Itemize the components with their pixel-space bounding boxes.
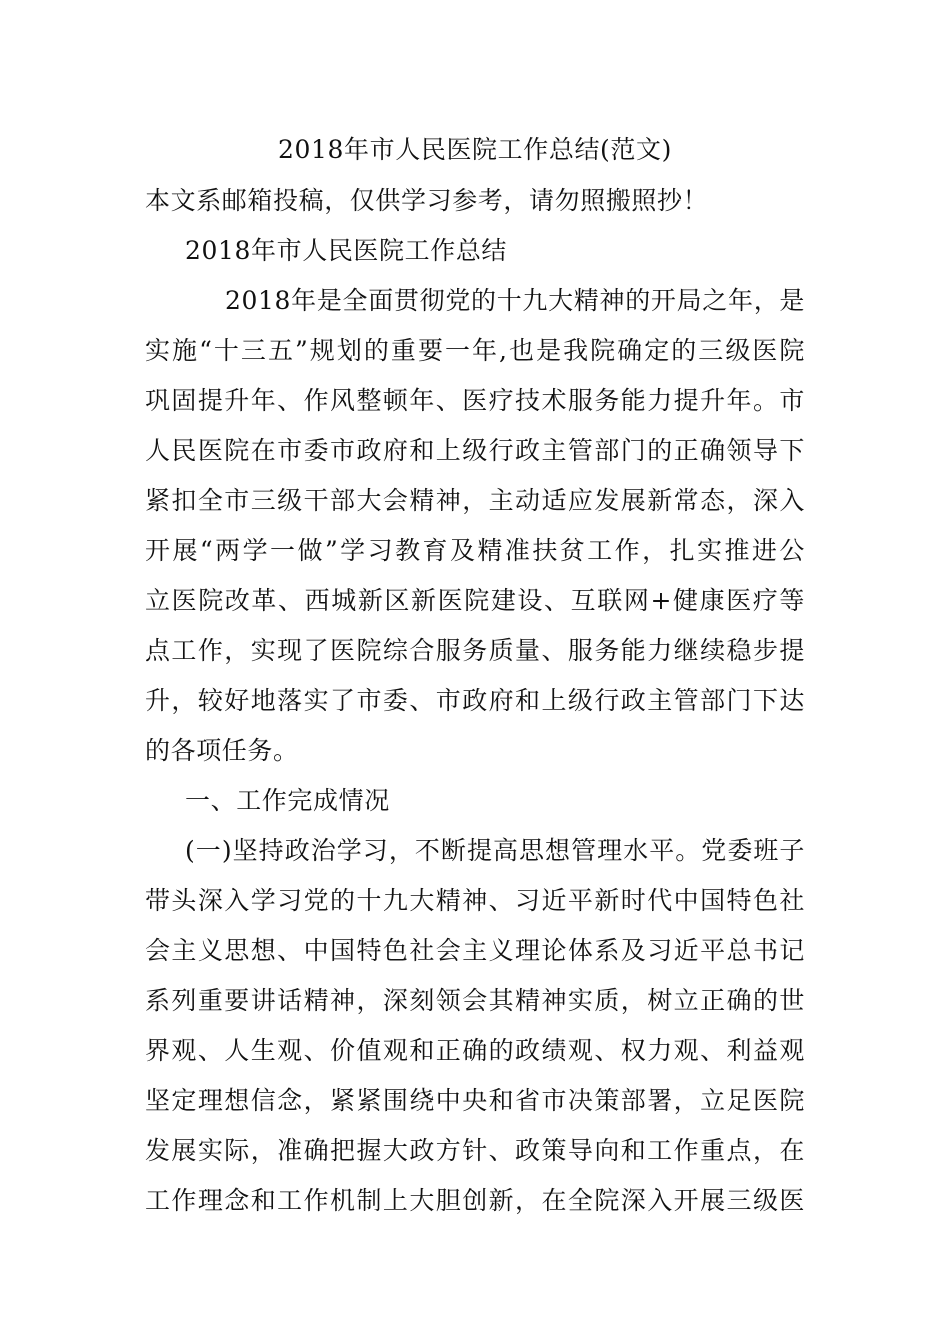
paragraph-line: 坚定理想信念，紧紧围绕中央和省市决策部署，立足医院 <box>145 1086 805 1115</box>
paragraph-line: 发展实际，准确把握大政方针、政策导向和工作重点，在 <box>145 1136 805 1165</box>
paragraph-line: 2018年是全面贯彻党的十九大精神的开局之年，是 <box>225 286 805 315</box>
paragraph-line: 立医院改革、西城新区新医院建设、互联网+健康医疗等 <box>145 586 805 615</box>
paragraph-line: 开展“两学一做”学习教育及精准扶贫工作，扎实推进公 <box>145 536 805 565</box>
document-title: 2018年市人民医院工作总结(范文) <box>278 135 672 164</box>
paragraph-line: 带头深入学习党的十九大精神、习近平新时代中国特色社 <box>145 886 805 915</box>
paragraph-line: 实施“十三五”规划的重要一年,也是我院确定的三级医院 <box>145 336 805 365</box>
submission-notice: 本文系邮箱投稿，仅供学习参考，请勿照搬照抄！ <box>145 186 709 215</box>
paragraph-line: 工作理念和工作机制上大胆创新，在全院深入开展三级医 <box>145 1186 805 1215</box>
document-subtitle: 2018年市人民医院工作总结 <box>185 236 508 265</box>
section-heading: 一、工作完成情况 <box>185 786 390 815</box>
paragraph-line: 点工作，实现了医院综合服务质量、服务能力继续稳步提 <box>145 636 805 665</box>
paragraph-line: 巩固提升年、作风整顿年、医疗技术服务能力提升年。市 <box>145 386 805 415</box>
paragraph-line: 的各项任务。 <box>145 736 299 765</box>
paragraph-line: 系列重要讲话精神，深刻领会其精神实质，树立正确的世 <box>145 986 805 1015</box>
paragraph-line: 紧扣全市三级干部大会精神，主动适应发展新常态，深入 <box>145 486 805 515</box>
paragraph-line: 会主义思想、中国特色社会主义理论体系及习近平总书记 <box>145 936 805 965</box>
paragraph-line: 升，较好地落实了市委、市政府和上级行政主管部门下达 <box>145 686 805 715</box>
paragraph-line: 人民医院在市委市政府和上级行政主管部门的正确领导下 <box>145 436 805 465</box>
paragraph-line: 界观、人生观、价值观和正确的政绩观、权力观、利益观 <box>145 1036 805 1065</box>
paragraph-line: (一)坚持政治学习，不断提高思想管理水平。党委班子 <box>185 836 805 865</box>
